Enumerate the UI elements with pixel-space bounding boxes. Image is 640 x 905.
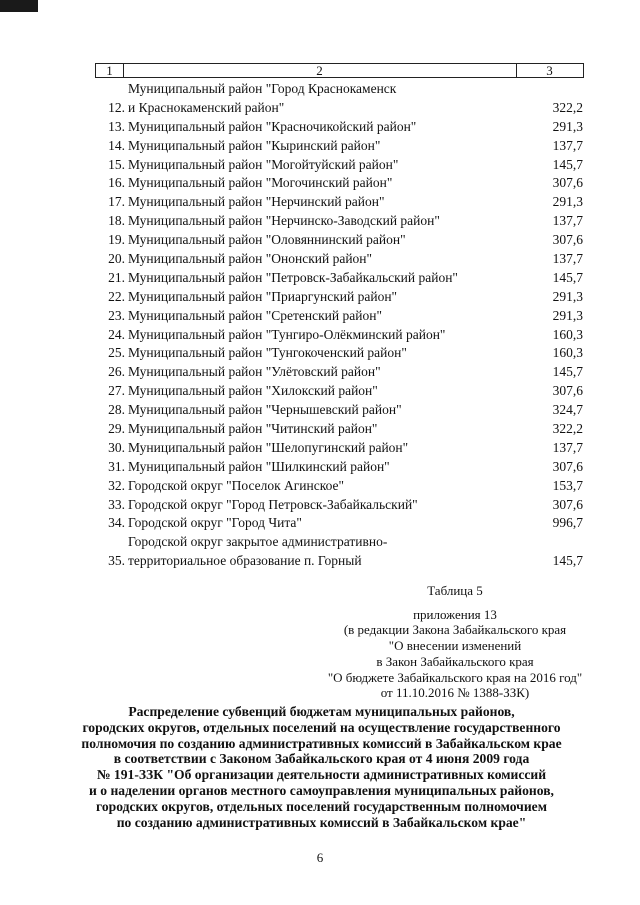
- row-name: Муниципальный район "Тунгиро-Олёкминский район": [128, 326, 446, 342]
- table-row: [98, 401, 586, 420]
- row-name: Городской округ "Поселок Агинское": [128, 477, 345, 493]
- row-value: 145,7: [552, 156, 583, 172]
- row-number: 28.: [108, 402, 125, 418]
- row-value: 324,7: [552, 402, 583, 418]
- heading-line: Распределение субвенций бюджетам муниципальных районов,: [128, 704, 515, 719]
- row-value: 291,3: [552, 118, 583, 134]
- row-value: 137,7: [552, 439, 583, 455]
- table-row: [98, 288, 586, 307]
- row-name: Городской округ "Город Петровск-Забайкальский": [128, 496, 418, 512]
- row-name: Муниципальный район "Шилкинский район": [128, 458, 390, 474]
- row-name: Муниципальный район "Красночикойский район": [128, 118, 417, 134]
- row-name: Муниципальный район "Тунгокоченский район": [128, 345, 407, 361]
- row-value: 322,2: [552, 99, 583, 115]
- row-value: 291,3: [552, 194, 583, 210]
- table-row: [98, 382, 586, 401]
- row-number: 14.: [108, 137, 125, 153]
- table-row: [98, 344, 586, 363]
- table-row: [98, 420, 586, 439]
- row-number: 25.: [108, 345, 125, 361]
- scan-edge-mark: [0, 0, 38, 12]
- table-label: Таблица 5: [427, 583, 483, 598]
- document-heading: [40, 704, 603, 830]
- row-number: 29.: [108, 421, 125, 437]
- heading-line: городских округов, отдельных поселений государственным полномочием: [96, 798, 547, 814]
- row-number: 21.: [108, 269, 125, 285]
- table-row: [98, 439, 586, 458]
- row-value: 145,7: [552, 269, 583, 285]
- row-value: 153,7: [552, 477, 583, 493]
- row-value: 307,6: [552, 383, 583, 399]
- heading-line: в соответствии с Законом Забайкальского края от 4 июня 2009 года: [113, 751, 530, 767]
- row-number: 19.: [108, 232, 125, 248]
- table-row: [98, 80, 586, 118]
- row-value: 307,6: [552, 458, 583, 474]
- row-name: Муниципальный район "Ононский район": [128, 251, 373, 267]
- row-value: 137,7: [552, 213, 583, 229]
- annex-line: приложения 13: [413, 606, 497, 622]
- row-value: 137,7: [552, 251, 583, 267]
- table-header-col-2: 2: [123, 64, 517, 77]
- subvention-table: [98, 80, 586, 571]
- row-number: 15.: [108, 156, 125, 172]
- row-value: 307,6: [552, 175, 583, 191]
- table-row: [98, 533, 586, 571]
- table-row: [98, 477, 586, 496]
- table-row: [98, 118, 586, 137]
- table-row: [98, 326, 586, 345]
- heading-line: и о наделении органов местного самоуправления муниципальных районов,: [89, 782, 554, 798]
- heading-line: полномочия по созданию административных комиссий в Забайкальском крае: [81, 735, 562, 751]
- row-value: 996,7: [552, 515, 583, 531]
- row-number: 18.: [108, 213, 125, 229]
- table-row: [98, 363, 586, 382]
- row-number: 34.: [108, 515, 125, 531]
- table-row: [98, 231, 586, 250]
- row-name: Муниципальный район "Улётовский район": [128, 364, 381, 380]
- row-name: Муниципальный район "Чернышевский район": [128, 402, 402, 418]
- row-number: 35.: [108, 553, 125, 569]
- row-value: 145,7: [552, 364, 583, 380]
- table-header-row: [95, 63, 584, 78]
- row-value: 307,6: [552, 496, 583, 512]
- row-name: Муниципальный район "Сретенский район": [128, 307, 382, 323]
- heading-line: по созданию административных комиссий в Забайкальском крае": [116, 814, 527, 830]
- row-name: Муниципальный район "Читинский район": [128, 421, 378, 437]
- table-row: [98, 156, 586, 175]
- table-row: [98, 193, 586, 212]
- row-name: Муниципальный район "Хилокский район": [128, 383, 378, 399]
- heading-line: городских округов, отдельных поселений на осуществление государственного: [82, 719, 561, 735]
- row-name: Муниципальный район "Нерчинско-Заводский район": [128, 213, 440, 229]
- row-value: 160,3: [552, 345, 583, 361]
- table-row: [98, 137, 586, 156]
- row-value: 291,3: [552, 307, 583, 323]
- row-number: 12.: [108, 99, 125, 115]
- row-number: 24.: [108, 326, 125, 342]
- heading-line: № 191-ЗЗК "Об организации деятельности административных комиссий: [96, 767, 547, 783]
- row-value: 145,7: [552, 553, 583, 569]
- row-name: Муниципальный район "Могочинский район": [128, 175, 393, 191]
- row-number: 17.: [108, 194, 125, 210]
- row-value: 291,3: [552, 288, 583, 304]
- row-number: 16.: [108, 175, 125, 191]
- table-row: [98, 269, 586, 288]
- row-number: 20.: [108, 251, 125, 267]
- row-value: 137,7: [552, 137, 583, 153]
- row-name: Муниципальный район "Петровск-Забайкальский район": [128, 269, 458, 285]
- row-name: Городской округ закрытое административно- территориальное образование п. Горный: [128, 534, 388, 569]
- row-name: Муниципальный район "Нерчинский район": [128, 194, 385, 210]
- table-row: [98, 515, 586, 534]
- row-number: 33.: [108, 496, 125, 512]
- row-name: Муниципальный район "Кыринский район": [128, 137, 381, 153]
- table-row: [98, 307, 586, 326]
- row-number: 27.: [108, 383, 125, 399]
- row-name: Муниципальный район "Город Краснокаменск и Краснокаменский район": [128, 80, 397, 115]
- annex-line: (в редакции Закона Забайкальского края: [343, 622, 567, 638]
- row-number: 26.: [108, 364, 125, 380]
- row-value: 307,6: [552, 232, 583, 248]
- row-number: 22.: [108, 288, 125, 304]
- table-header-col-3: 3: [546, 63, 553, 78]
- row-name: Муниципальный район "Приаргунский район": [128, 288, 398, 304]
- row-number: 31.: [108, 458, 125, 474]
- row-number: 23.: [108, 307, 125, 323]
- row-name: Муниципальный район "Оловяннинский район": [128, 232, 406, 248]
- row-name: Городской округ "Город Чита": [128, 515, 302, 531]
- table-row: [98, 174, 586, 193]
- annex-line: "О внесении изменений: [388, 638, 522, 654]
- row-number: 32.: [108, 477, 125, 493]
- table-header-col-1: 1: [96, 64, 124, 77]
- row-number: 30.: [108, 439, 125, 455]
- table-row: [98, 212, 586, 231]
- table-row: [98, 458, 586, 477]
- row-value: 160,3: [552, 326, 583, 342]
- table-row: [98, 250, 586, 269]
- row-name: Муниципальный район "Шелопугинский район": [128, 439, 409, 455]
- table-row: [98, 496, 586, 515]
- annex-line: в Закон Забайкальского края: [376, 653, 534, 669]
- row-value: 322,2: [552, 421, 583, 437]
- annex-reference: [320, 583, 590, 701]
- annex-line: от 11.10.2016 № 1388-ЗЗК): [380, 685, 530, 701]
- page-number: 6: [316, 850, 324, 865]
- row-number: 13.: [108, 118, 125, 134]
- annex-line: "О бюджете Забайкальского края на 2016 год": [327, 669, 583, 685]
- row-name: Муниципальный район "Могойтуйский район": [128, 156, 399, 172]
